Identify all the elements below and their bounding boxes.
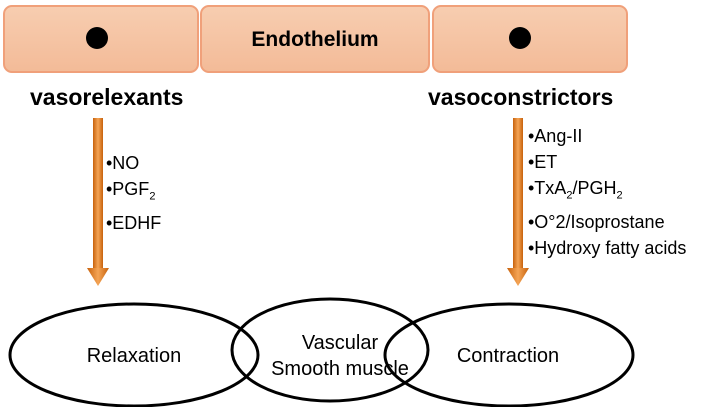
list-item: •EDHF (106, 212, 162, 233)
endothelium-title: Endothelium (251, 28, 379, 51)
list-item: •Ang-II (528, 126, 583, 146)
contraction-label: Contraction (456, 345, 560, 367)
list-item: •Hydroxy fatty acids (528, 237, 687, 258)
relaxation-label: Relaxation (86, 345, 182, 367)
list-item: $•PGF_2$ (106, 179, 156, 203)
right-arrow (507, 118, 529, 286)
list-item: •NO (106, 153, 140, 173)
list-item: $•TxA_2/PGH_2$ (528, 178, 623, 202)
list-item: •O°2/Isoprostane (528, 211, 665, 232)
list-item: •ET (528, 152, 558, 172)
smooth-muscle-line2: Smooth muscle (271, 358, 409, 380)
smooth-muscle-line1: Vascular (301, 332, 379, 354)
vasoconstrictors-header: vasoconstrictors (428, 84, 614, 110)
vasorelaxants-header: vasorelexants (30, 84, 184, 110)
vasoconstrictors-list (528, 123, 686, 261)
smooth-muscle-label (250, 330, 430, 382)
vasorelaxants-list (106, 150, 161, 236)
